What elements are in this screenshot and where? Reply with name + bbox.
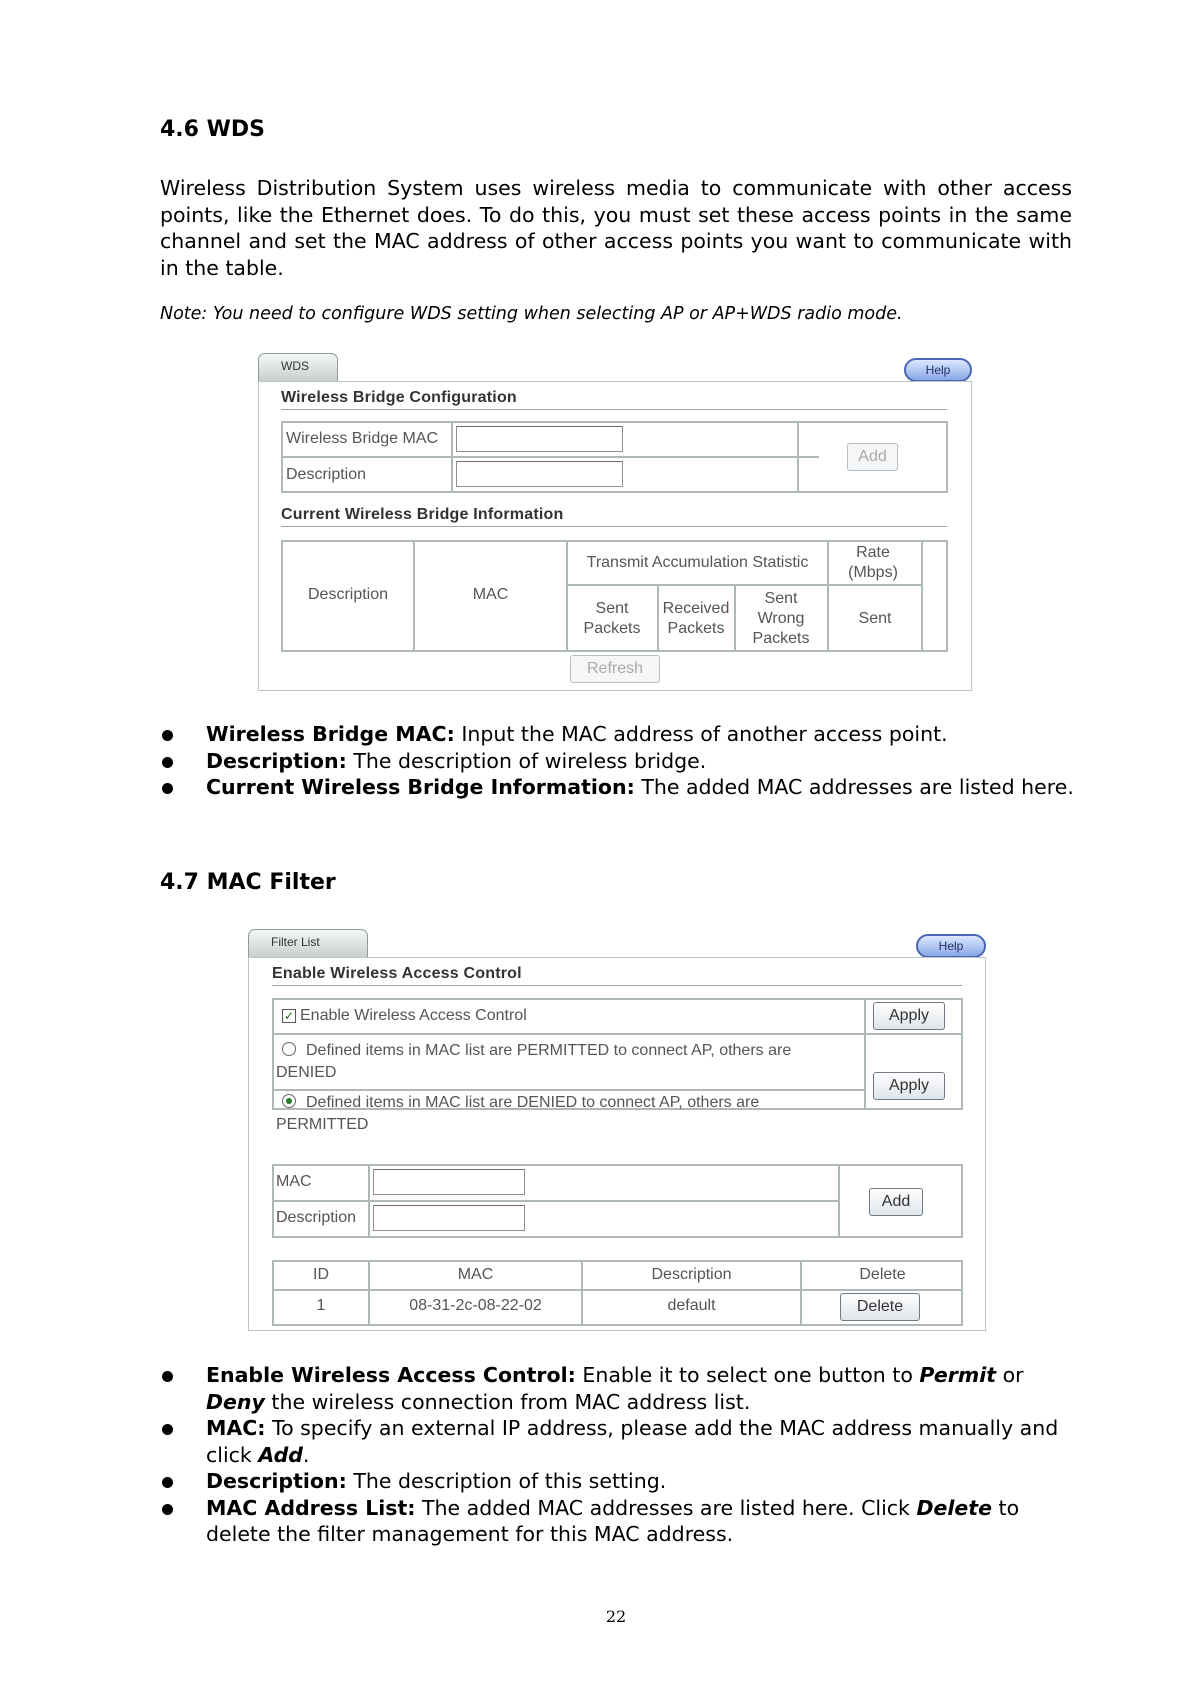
mac-help-button[interactable]: Help — [916, 934, 986, 958]
wds-description-input[interactable] — [456, 461, 623, 487]
bullet-text: The added MAC addresses are listed here. Click — [415, 1495, 917, 1520]
bullet-text: The description of wireless bridge. — [346, 748, 707, 773]
row-id: 1 — [316, 1297, 326, 1314]
page-number: 22 — [605, 1607, 627, 1626]
wds-help-button[interactable]: Help — [904, 358, 972, 382]
wds-bullet-list — [160, 721, 1080, 801]
col-rate: Rate (Mbps) — [848, 544, 898, 581]
mac-add-button[interactable]: Add — [869, 1188, 923, 1216]
list-item — [160, 1495, 1080, 1548]
bullet-term: Current Wireless Bridge Information: — [206, 775, 635, 799]
list-item — [160, 748, 1080, 775]
bullet-term: Enable Wireless Access Control: — [206, 1363, 576, 1387]
bullet-emphasis: Add — [258, 1442, 303, 1467]
list-item — [160, 774, 1080, 801]
enable-access-control-label: Enable Wireless Access Control — [300, 1007, 527, 1024]
wds-tab[interactable]: WDS — [258, 353, 338, 381]
bullet-text: The description of this setting. — [346, 1469, 667, 1493]
bullet-text: the wireless connection from MAC address list. — [264, 1389, 751, 1414]
wds-intro: Wireless Distribution System uses wireless media to communicate with other access points, like the Ethernet does. To do this, you must set these access points in the same channel and set the MAC address of other access points you want to communicate with in the table. — [160, 176, 1072, 280]
row-description: default — [667, 1297, 716, 1314]
col-transmit-statistic: Transmit Accumulation Statistic — [586, 554, 809, 571]
apply-policy-button[interactable]: Apply — [873, 1072, 945, 1100]
access-control-title: Enable Wireless Access Control — [272, 965, 522, 982]
list-item — [160, 1362, 1080, 1415]
col-sent: Sent — [858, 610, 892, 627]
mac-filter-heading: 4.7 MAC Filter — [160, 870, 336, 895]
bullet-term: Description: — [206, 748, 347, 773]
list-item — [160, 721, 1080, 748]
bullet-text: To specify an external IP address, please add the MAC address manually and click — [206, 1416, 1059, 1467]
mac-filter-screenshot — [248, 929, 986, 1331]
list-header-id: ID — [313, 1266, 329, 1283]
mac-description-label: Description — [276, 1209, 357, 1226]
mac-description-input[interactable] — [373, 1205, 525, 1231]
list-item — [160, 1415, 1080, 1468]
wireless-bridge-mac-input[interactable] — [456, 426, 623, 452]
col-description: Description — [307, 586, 389, 603]
wds-note: Note: You need to configure WDS setting when selecting AP or AP+WDS radio mode. — [160, 304, 903, 324]
permit-option-label: Defined items in MAC list are PERMITTED to connect AP, others are DENIED — [276, 1042, 792, 1081]
deny-option-label: Defined items in MAC list are DENIED to connect AP, others are PERMITTED — [276, 1094, 760, 1133]
wireless-bridge-config-title: Wireless Bridge Configuration — [281, 389, 517, 406]
row-delete-button[interactable]: Delete — [840, 1293, 920, 1321]
row-mac: 08-31-2c-08-22-02 — [409, 1297, 542, 1314]
col-received-packets: Received Packets — [662, 600, 730, 637]
current-bridge-info-title: Current Wireless Bridge Information — [281, 506, 564, 523]
col-sent-wrong-packets: Sent Wrong Packets — [752, 590, 810, 647]
wds-refresh-button[interactable]: Refresh — [570, 655, 660, 683]
bullet-term: Description: — [206, 1469, 347, 1493]
bullet-term: MAC Address List: — [206, 1495, 416, 1520]
bullet-text: . — [302, 1442, 310, 1467]
mac-input[interactable] — [373, 1169, 525, 1195]
bullet-term: Wireless Bridge MAC: — [206, 722, 455, 746]
mac-label: MAC — [276, 1173, 312, 1190]
bullet-text: Enable it to select one button to — [575, 1363, 920, 1387]
filter-list-tab[interactable]: Filter List — [248, 929, 368, 957]
list-item — [160, 1468, 1080, 1495]
wds-heading: 4.6 WDS — [160, 117, 266, 142]
wds-screenshot — [258, 353, 972, 691]
bullet-emphasis: Deny — [206, 1389, 265, 1414]
wireless-bridge-mac-label: Wireless Bridge MAC — [286, 430, 439, 447]
list-header-description: Description — [651, 1266, 732, 1283]
col-mac: MAC — [472, 586, 509, 603]
col-sent-packets: Sent Packets — [583, 600, 641, 637]
bullet-term: MAC: — [206, 1416, 266, 1440]
bullet-text: or — [996, 1363, 1024, 1387]
list-header-mac: MAC — [457, 1266, 494, 1283]
mac-bullet-list — [160, 1362, 1080, 1548]
wds-add-button[interactable]: Add — [847, 443, 898, 471]
wds-description-label: Description — [286, 466, 367, 483]
bullet-text: The added MAC addresses are listed here. — [634, 775, 1074, 799]
bullet-emphasis: Permit — [919, 1363, 997, 1387]
bullet-emphasis: Delete — [916, 1495, 993, 1520]
apply-enable-button[interactable]: Apply — [873, 1002, 945, 1030]
bullet-text: to delete the filter management for this MAC address. — [206, 1495, 1020, 1546]
list-header-delete: Delete — [859, 1266, 906, 1283]
bullet-text: Input the MAC address of another access point. — [454, 722, 948, 746]
enable-access-control-checkbox[interactable]: ✓ — [283, 1009, 295, 1023]
